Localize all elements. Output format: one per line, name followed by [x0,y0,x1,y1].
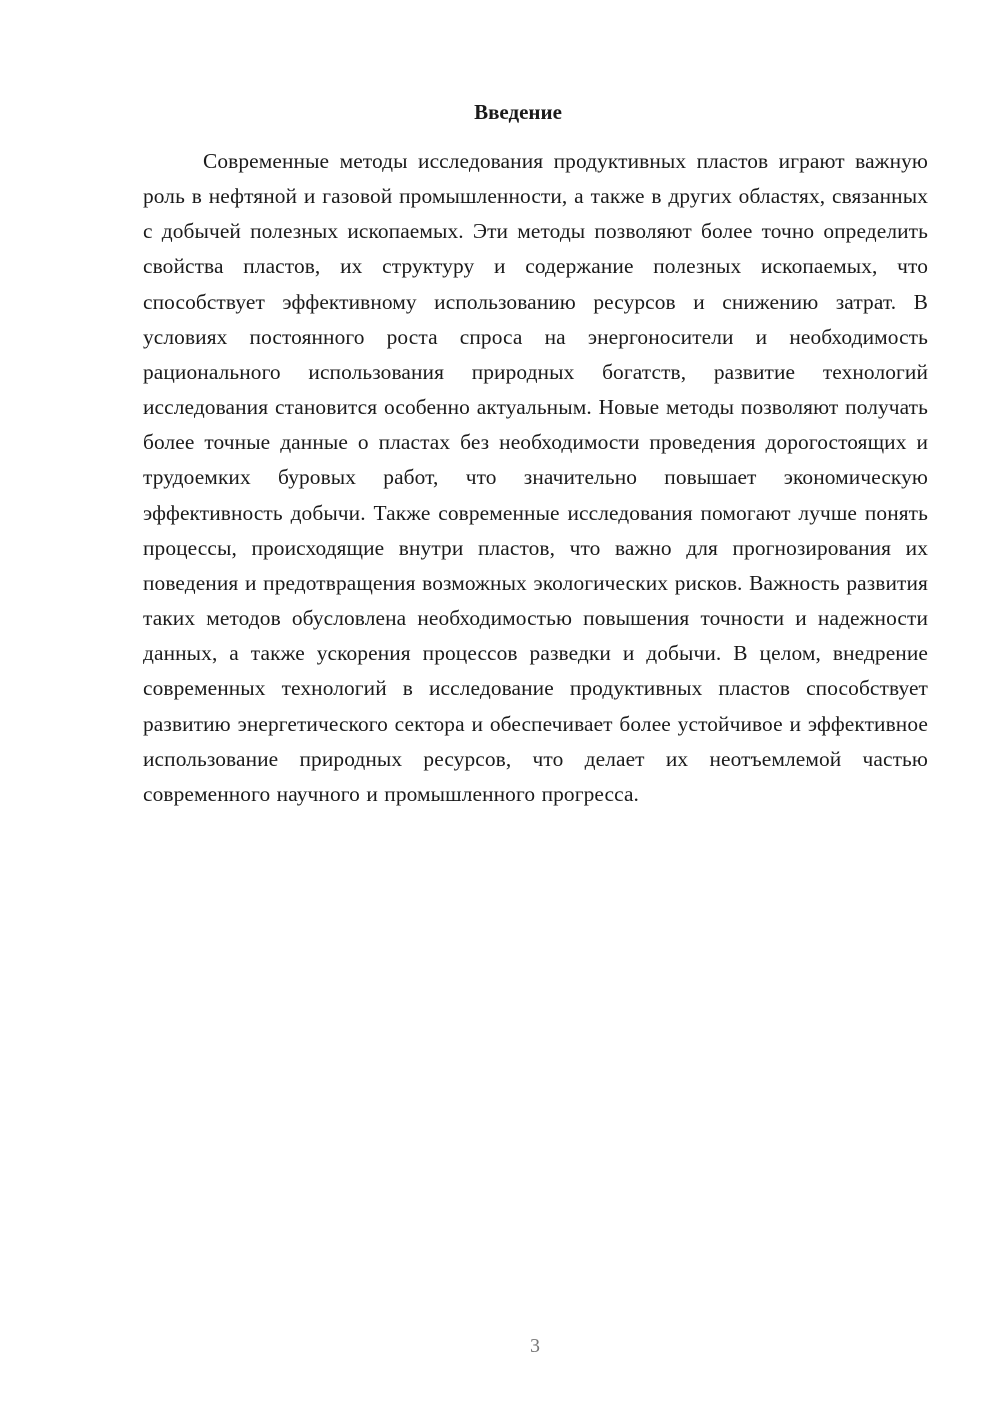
section-heading [36,98,1000,126]
heading-text: Введение [474,100,562,124]
body-paragraph: Современные методы исследования продуктивных пластов играют важную роль в нефтяной и газовой промышленности, а также в других областях, связанных с добычей полезных ископаемых. Эти методы позволяют более точно определить свойства пластов, их структуру и содержание полезных ископаемых, что способствует эффективному использованию ресурсов и снижению затрат. В условиях постоянного роста спроса на энергоносители и необходимость рационального использования природных богатств, развитие технологий исследования становится особенно актуальным. Новые методы позволяют получать более точные данные о пластах без необходимости проведения дорогостоящих и трудоемких буровых работ, что значительно повышает экономическую эффективность добычи. Также современные исследования помогают лучше понять процессы, происходящие внутри пластов, что важно для прогнозирования их поведения и предотвращения возможных экологических рисков. Важность развития таких методов обусловлена необходимостью повышения точности и надежности данных, а также ускорения процессов разведки и добычи. В целом, внедрение современных технологий в исследование продуктивных пластов способствует развитию энергетического сектора и обеспечивает более устойчивое и эффективное использование природных ресурсов, что делает их неотъемлемой частью современного научного и промышленного прогресса. [143,149,928,806]
page-number: 3 [530,1335,540,1357]
